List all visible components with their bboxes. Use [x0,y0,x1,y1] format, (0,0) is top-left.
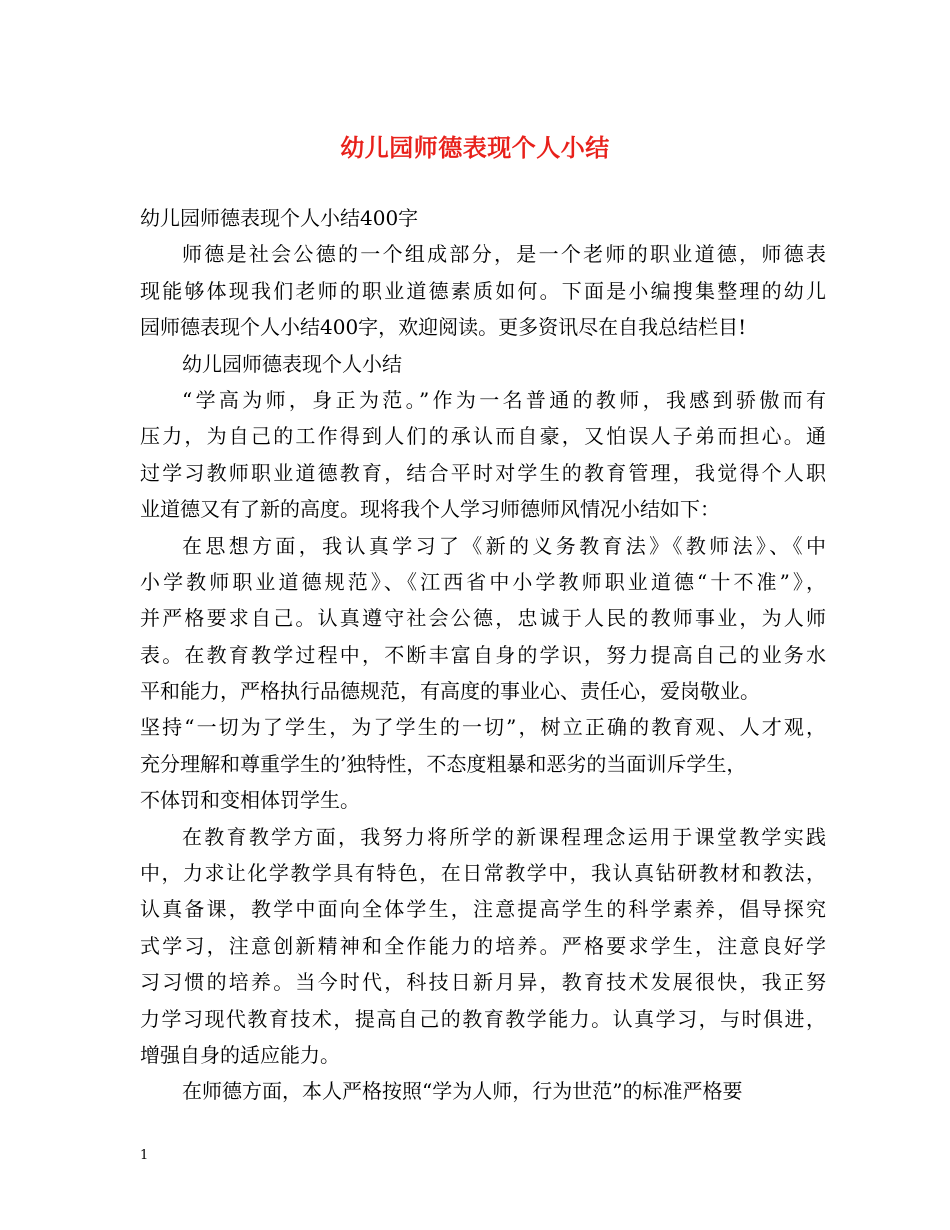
paragraph-line: 平和能力，严格执行品德规范，有高度的事业心、责任心，爱岗敬业。 [140,679,760,704]
paragraph-line: 并严格要求自己。认真遵守社会公德，忠诚于人民的教师事业，为人师 [140,606,826,631]
paragraph-line: 增强自身的适应能力。 [140,1042,340,1067]
paragraph-line: 在师德方面，本人严格按照“学为人师，行为世范”的标准严格要 [182,1079,743,1104]
subtitle-line: 幼儿园师德表现个人小结400字 [140,206,419,230]
paragraph-line: 压力，为自己的工作得到人们的承认而自豪，又怕误人子弟而担心。通 [140,424,826,449]
paragraph-line: 过学习教师职业道德教育，结合平时对学生的教育管理，我觉得个人职 [140,460,826,485]
document-body [140,200,826,1110]
section-heading-line: 幼儿园师德表现个人小结 [182,351,402,376]
paragraph-line: 中，力求让化学教学具有特色，在日常教学中，我认真钻研教材和教法， [140,861,826,886]
document-title: 幼儿园师德表现个人小结 [340,133,610,162]
paragraph-line: 力学习现代教育技术，提高自己的教育教学能力。认真学习，与时俱进， [140,1006,826,1031]
paragraph-line: 现能够体现我们老师的职业道德素质如何。下面是小编搜集整理的幼儿 [140,278,826,303]
paragraph-line: 习习惯的培养。当今时代，科技日新月异，教育技术发展很快，我正努 [140,970,826,995]
paragraph-line: 小学教师职业道德规范》、《江西省中小学教师职业道德“十不准”》， [140,569,826,594]
paragraph-line: 师德是社会公德的一个组成部分，是一个老师的职业道德，师德表 [182,242,826,267]
paragraph-line: 在教育教学方面，我努力将所学的新课程理念运用于课堂教学实践 [182,824,826,849]
page-number: 1 [140,1148,149,1163]
paragraph-line: 园师德表现个人小结400字，欢迎阅读。更多资讯尽在自我总结栏目! [140,315,747,340]
paragraph-line: 在思想方面，我认真学习了《新的义务教育法》《教师法》、《中 [182,533,826,558]
paragraph-line: 式学习，注意创新精神和全作能力的培养。严格要求学生，注意良好学 [140,933,826,958]
paragraph-line: 坚持“一切为了学生，为了学生的一切”，树立正确的教育观、人才观， [140,715,826,740]
paragraph-line: 充分理解和尊重学生的’独特性，不态度粗暴和恶劣的当面训斥学生， [140,751,747,776]
paragraph-line: “学高为师，身正为范。”作为一名普通的教师，我感到骄傲而有 [182,387,826,412]
paragraph-line: 不体罚和变相体罚学生。 [140,788,360,813]
paragraph-line: 认真备课，教学中面向全体学生，注意提高学生的科学素养，倡导探究 [140,897,826,922]
paragraph-line: 业道德又有了新的高度。现将我个人学习师德师风情况小结如下： [140,497,720,522]
paragraph-line: 表。在教育教学过程中，不断丰富自身的学识，努力提高自己的业务水 [140,642,826,667]
